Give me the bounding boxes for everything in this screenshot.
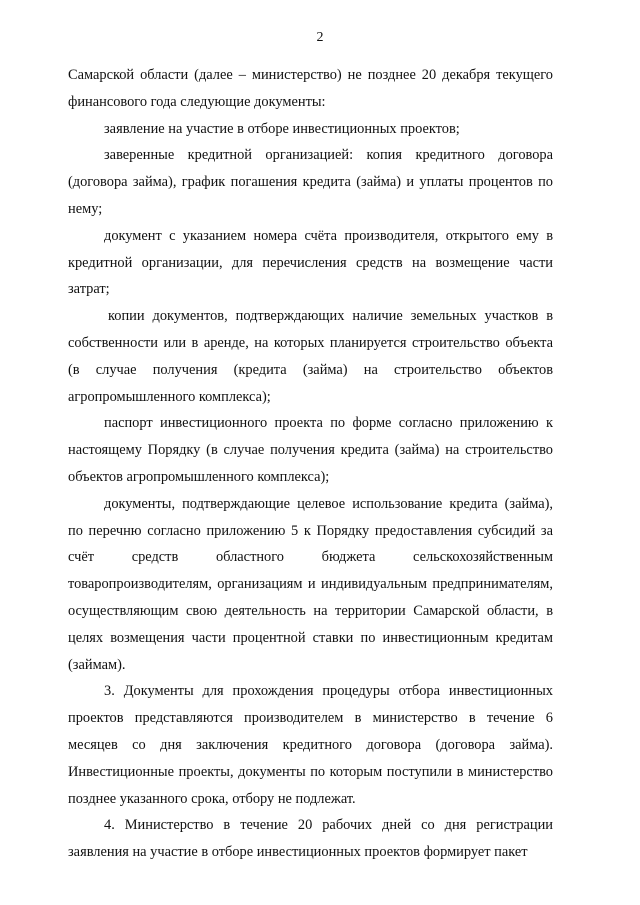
paragraph-project-passport: паспорт инвестиционного проекта по форме согласно приложению к настоящему Порядку (в случае получения кредита (займа) на строительство объектов агропромышленного комплекса); xyxy=(68,415,553,485)
paragraph-account-document: документ с указанием номера счёта производителя, открытого ему в кредитной организации, для перечисления средств на возмещение части затрат; xyxy=(68,227,553,298)
paragraph-section-3: 3. Документы для прохождения процедуры отбора инвестиционных проектов представляются производителем в министерство в течение 6 месяцев со дня заключения кредитного договора (договора займа). Инвестиционные проекты, документы по которым поступили в министерство позднее указанного срока, отбору не подлежат. xyxy=(68,683,553,807)
paragraph-target-use-documents: документы, подтверждающие целевое использование кредита (займа), по перечню согласно приложению 5 к Порядку предоставления субсидий за счёт средств областного бюджета сельскохозяйственным товаропроизводителям, организациям и индивидуальным предпринимателям, осуществляющим свою деятельность на территории Самарской области, в целях возмещения части процентной ставки по инвестиционным кредитам (займам). xyxy=(68,495,553,673)
paragraph-land-documents: копии документов, подтверждающих наличие земельных участков в собственности или в аренде, на которых планируется строительство объекта (в случае получения (кредита (займа) на строительство объектов агропромышленного комплекса); xyxy=(68,308,553,405)
document-body xyxy=(68,62,553,866)
page-number: 2 xyxy=(316,30,324,45)
paragraph-continuation: Самарской области (далее – министерство) не позднее 20 декабря текущего финансового года следующие документы: xyxy=(68,67,553,110)
paragraph-section-4: 4. Министерство в течение 20 рабочих дней со дня регистрации заявления на участие в отборе инвестиционных проектов формирует пакет xyxy=(68,817,553,861)
paragraph-loan-agreement: заверенные кредитной организацией: копия кредитного договора (договора займа), график погашения кредита (займа) и уплаты процентов по нему; xyxy=(68,147,553,217)
paragraph-application: заявление на участие в отборе инвестиционных проектов; xyxy=(104,120,460,137)
